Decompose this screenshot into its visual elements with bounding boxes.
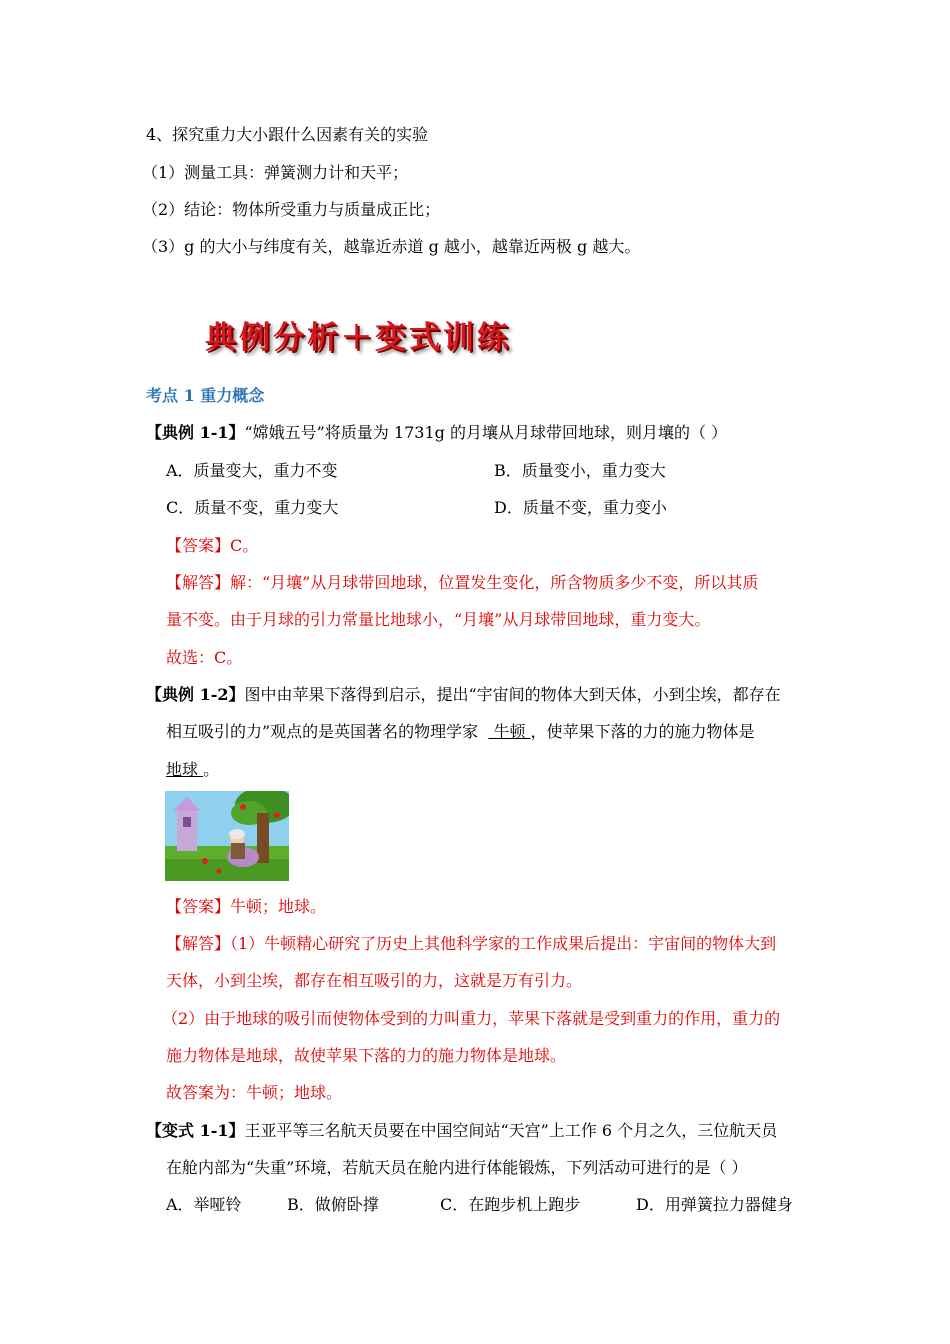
question-text: 王亚平等三名航天员要在中国空间站“天宫”上工作 6 个月之久，三位航天员 [244,1121,778,1140]
option-a: A．举哑铃 [166,1195,242,1214]
example-1-1-stem [146,423,727,443]
solution-line: 【解答】（1）牛顿精心研究了历史上其他科学家的工作成果后提出：宇宙间的物体大到 [166,934,777,953]
option-b: B．质量变小，重力变大 [494,461,666,480]
question-text: 相互吸引的力”观点的是英国著名的物理学家 [166,722,479,741]
option-d: D．用弹簧拉力器健身 [636,1195,793,1214]
answer: 【答案】C。 [166,536,259,555]
solution-line: 故选：C。 [166,648,243,667]
solution-line: （2）由于地球的吸引而使物体受到的力叫重力，苹果下落就是受到重力的作用，重力的 [162,1009,781,1028]
question-text: 图中由苹果下落得到启示，提出“宇宙间的物体大到天体，小到尘埃，都存在 [244,685,781,704]
solution-line: 天体，小到尘埃，都存在相互吸引的力，这就是万有引力。 [166,971,583,990]
option-c: C．在跑步机上跑步 [440,1195,581,1214]
answer: 【答案】牛顿；地球。 [166,897,327,916]
example-tag: 【典例 1-2】 [146,685,245,704]
item-1: （1）测量工具：弹簧测力计和天平； [142,163,409,182]
section-title: 4、探究重力大小跟什么因素有关的实验 [146,125,429,144]
answer-blank-2: 地球 [166,760,204,779]
question-line [166,722,755,742]
newton-apple-illustration [165,791,289,881]
option-c: C．质量不变，重力变大 [166,498,339,517]
solution-line: 故答案为：牛顿；地球。 [166,1083,343,1102]
item-2: （2）结论：物体所受重力与质量成正比； [142,200,441,219]
solution-line: 施力物体是地球，故使苹果下落的力的施力物体是地球。 [166,1046,567,1065]
option-d: D．质量不变，重力变小 [494,498,667,517]
item-3: （3）g 的大小与纬度有关，越靠近赤道 g 越小，越靠近两极 g 越大。 [142,237,641,256]
option-a: A．质量变大，重力不变 [166,461,338,480]
option-b: B．做俯卧撑 [287,1195,379,1214]
question-text: ，使苹果下落的力的施力物体是 [530,722,755,741]
answer-blank-1: 牛顿 [488,722,531,741]
question-text: 。 [203,760,220,779]
section-banner: 典例分析＋变式训练 [205,320,511,356]
kaodian-heading: 考点 1 重力概念 [146,386,265,405]
question-text: “嫦娥五号”将质量为 1731g 的月壤从月球带回地球，则月壤的（ ） [244,423,728,442]
solution-line: 【解答】解：“月壤”从月球带回地球，位置发生变化，所含物质多少不变，所以其质 [166,573,759,592]
question-line: 在舱内部为“失重”环境，若航天员在舱内进行体能锻炼，下列活动可进行的是（ ） [166,1158,748,1177]
example-1-2-stem [146,685,781,705]
variation-tag: 【变式 1-1】 [146,1121,245,1140]
variation-1-1-stem [146,1121,777,1141]
question-line [166,760,219,780]
solution-line: 量不变。由于月球的引力常量比地球小，“月壤”从月球带回地球，重力变大。 [166,610,711,629]
example-tag: 【典例 1-1】 [146,423,245,442]
